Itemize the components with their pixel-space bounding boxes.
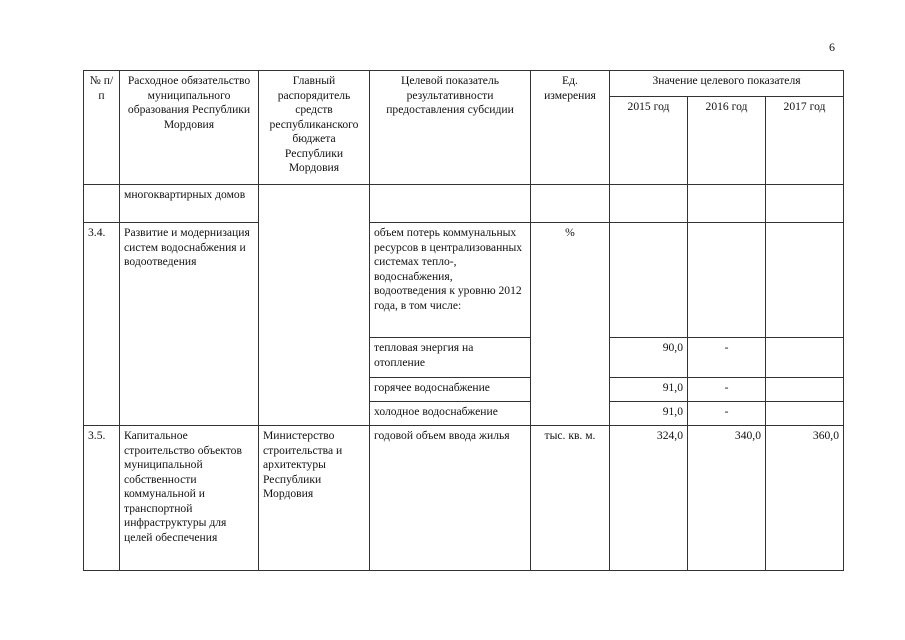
cell-manager: Министерство строительства и архитектуры Республики Мордовия: [259, 426, 370, 571]
header-manager: Главный распорядитель средств республиканского бюджета Республики Мордовия: [259, 71, 370, 185]
header-indicator: Целевой показатель результативности предоставления субсидии: [370, 71, 531, 185]
cell-blank: [610, 223, 688, 338]
cell-blank: [610, 185, 688, 223]
cell-num: 3.5.: [84, 426, 120, 571]
cell-manager-blank: [259, 185, 370, 426]
header-value-group: Значение целевого показателя: [610, 71, 844, 97]
header-unit: Ед. измерения: [531, 71, 610, 185]
header-year-2016: 2016 год: [688, 97, 766, 185]
cell-unit: тыс. кв. м.: [531, 426, 610, 571]
cell-value-2016: -: [688, 378, 766, 402]
cell-blank: [688, 223, 766, 338]
cell-indicator: холодное водоснабжение: [370, 402, 531, 426]
header-year-2015: 2015 год: [610, 97, 688, 185]
table-row-3-4: [84, 223, 844, 338]
cell-obligation: Капитальное строительство объектов муниципальной собственности коммунальной и транспортной инфраструктуры для целей обеспечения: [120, 426, 259, 571]
cell-value-2015: 324,0: [610, 426, 688, 571]
cell-value-2015: 91,0: [610, 378, 688, 402]
cell-blank: [766, 185, 844, 223]
cell-value-2015: 91,0: [610, 402, 688, 426]
cell-indicator: годовой объем ввода жилья: [370, 426, 531, 571]
cell-value-2017: 360,0: [766, 426, 844, 571]
cell-value-2016: 340,0: [688, 426, 766, 571]
header-year-2017: 2017 год: [766, 97, 844, 185]
header-num: № п/п: [84, 71, 120, 185]
table-row-continuation: [84, 185, 844, 223]
cell-num: 3.4.: [84, 223, 120, 426]
header-obligation: Расходное обязательство муниципального образования Республики Мордовия: [120, 71, 259, 185]
cell-value-2017: [766, 402, 844, 426]
cell-indicator: горячее водоснабжение: [370, 378, 531, 402]
header-row-1: [84, 71, 844, 97]
cell-blank: [370, 185, 531, 223]
page-number: 6: [829, 40, 835, 54]
cell-blank: [84, 185, 120, 223]
indicator-table: [83, 70, 844, 571]
cell-indicator: объем потерь коммунальных ресурсов в централизованных системах тепло-, водоснабжения, водоотведения к уровню 2012 года, в том числе:: [370, 223, 531, 338]
cell-blank: [766, 223, 844, 338]
cell-blank: [531, 185, 610, 223]
cell-indicator: тепловая энергия на отопление: [370, 338, 531, 378]
cell-value-2017: [766, 338, 844, 378]
cell-value-2015: 90,0: [610, 338, 688, 378]
table-row-3-5: [84, 426, 844, 571]
cell-unit: %: [531, 223, 610, 426]
cell-value-2016: -: [688, 338, 766, 378]
cell-value-2016: -: [688, 402, 766, 426]
cell-value-2017: [766, 378, 844, 402]
cell-blank: [688, 185, 766, 223]
cell-obligation: Развитие и модернизация систем водоснабжения и водоотведения: [120, 223, 259, 426]
cell-obligation: многоквартирных домов: [120, 185, 259, 223]
